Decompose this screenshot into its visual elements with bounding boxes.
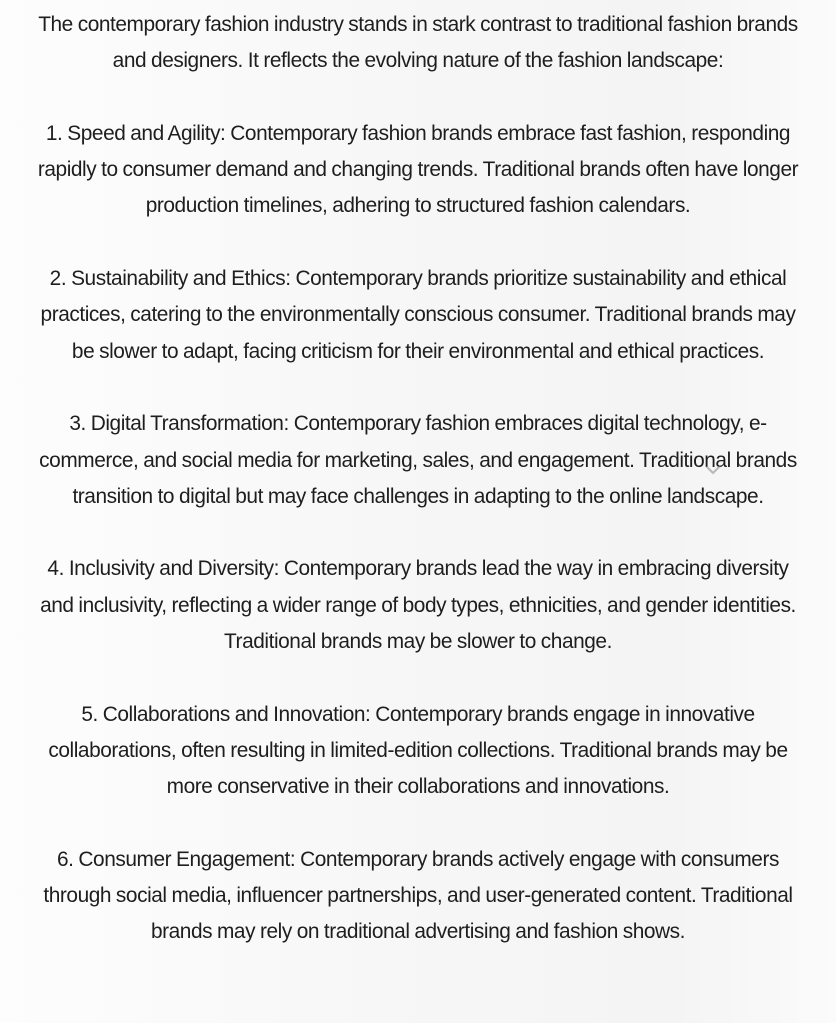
point-collaborations-innovation: 5. Collaborations and Innovation: Contemporary brands engage in innovative collaborations, often resulting in limited-edition collections. Traditional brands may be more conservative in their collaborations and innovations. (48, 701, 788, 799)
paragraph-gap (18, 369, 818, 405)
paragraph-gap (18, 659, 818, 695)
paragraph-gap (18, 805, 818, 841)
point-sustainability-ethics: 2. Sustainability and Ethics: Contemporary brands prioritize sustainability and ethical practices, catering to the environmentally conscious consumer. Traditional brands may be slower to adapt, facing criticism for their environmental and ethical practices. (40, 266, 796, 363)
intro-paragraph: The contemporary fashion industry stands in stark contrast to traditional fashion brands and designers. It reflects the evolving nature of the fashion landscape: (38, 12, 798, 73)
chevron-down-icon (705, 462, 721, 478)
point-digital-transformation: 3. Digital Transformation: Contemporary fashion embraces digital technology, e-commerce, and social media for marketing, sales, and engagement. Traditional brands transition to digital but may face challenges in adapting to the online landscape. (39, 411, 797, 508)
point-inclusivity-diversity: 4. Inclusivity and Diversity: Contemporary brands lead the way in embracing diversity and inclusivity, reflecting a wider range of body types, ethnicities, and gender identities. Traditional brands may be slower to change. (40, 556, 796, 654)
paragraph-gap (18, 224, 818, 260)
paragraph-gap (18, 514, 818, 550)
point-speed-agility: 1. Speed and Agility: Contemporary fashion brands embrace fast fashion, responding rapidly to consumer demand and changing trends. Traditional brands often have longer production timelines, adhering to structured fashion calendars. (37, 120, 799, 218)
point-consumer-engagement: 6. Consumer Engagement: Contemporary brands actively engage with consumers through social media, influencer partnerships, and user-generated content. Traditional brands may rely on traditional advertising and fashion shows. (43, 846, 793, 944)
paragraph-gap (18, 79, 818, 115)
